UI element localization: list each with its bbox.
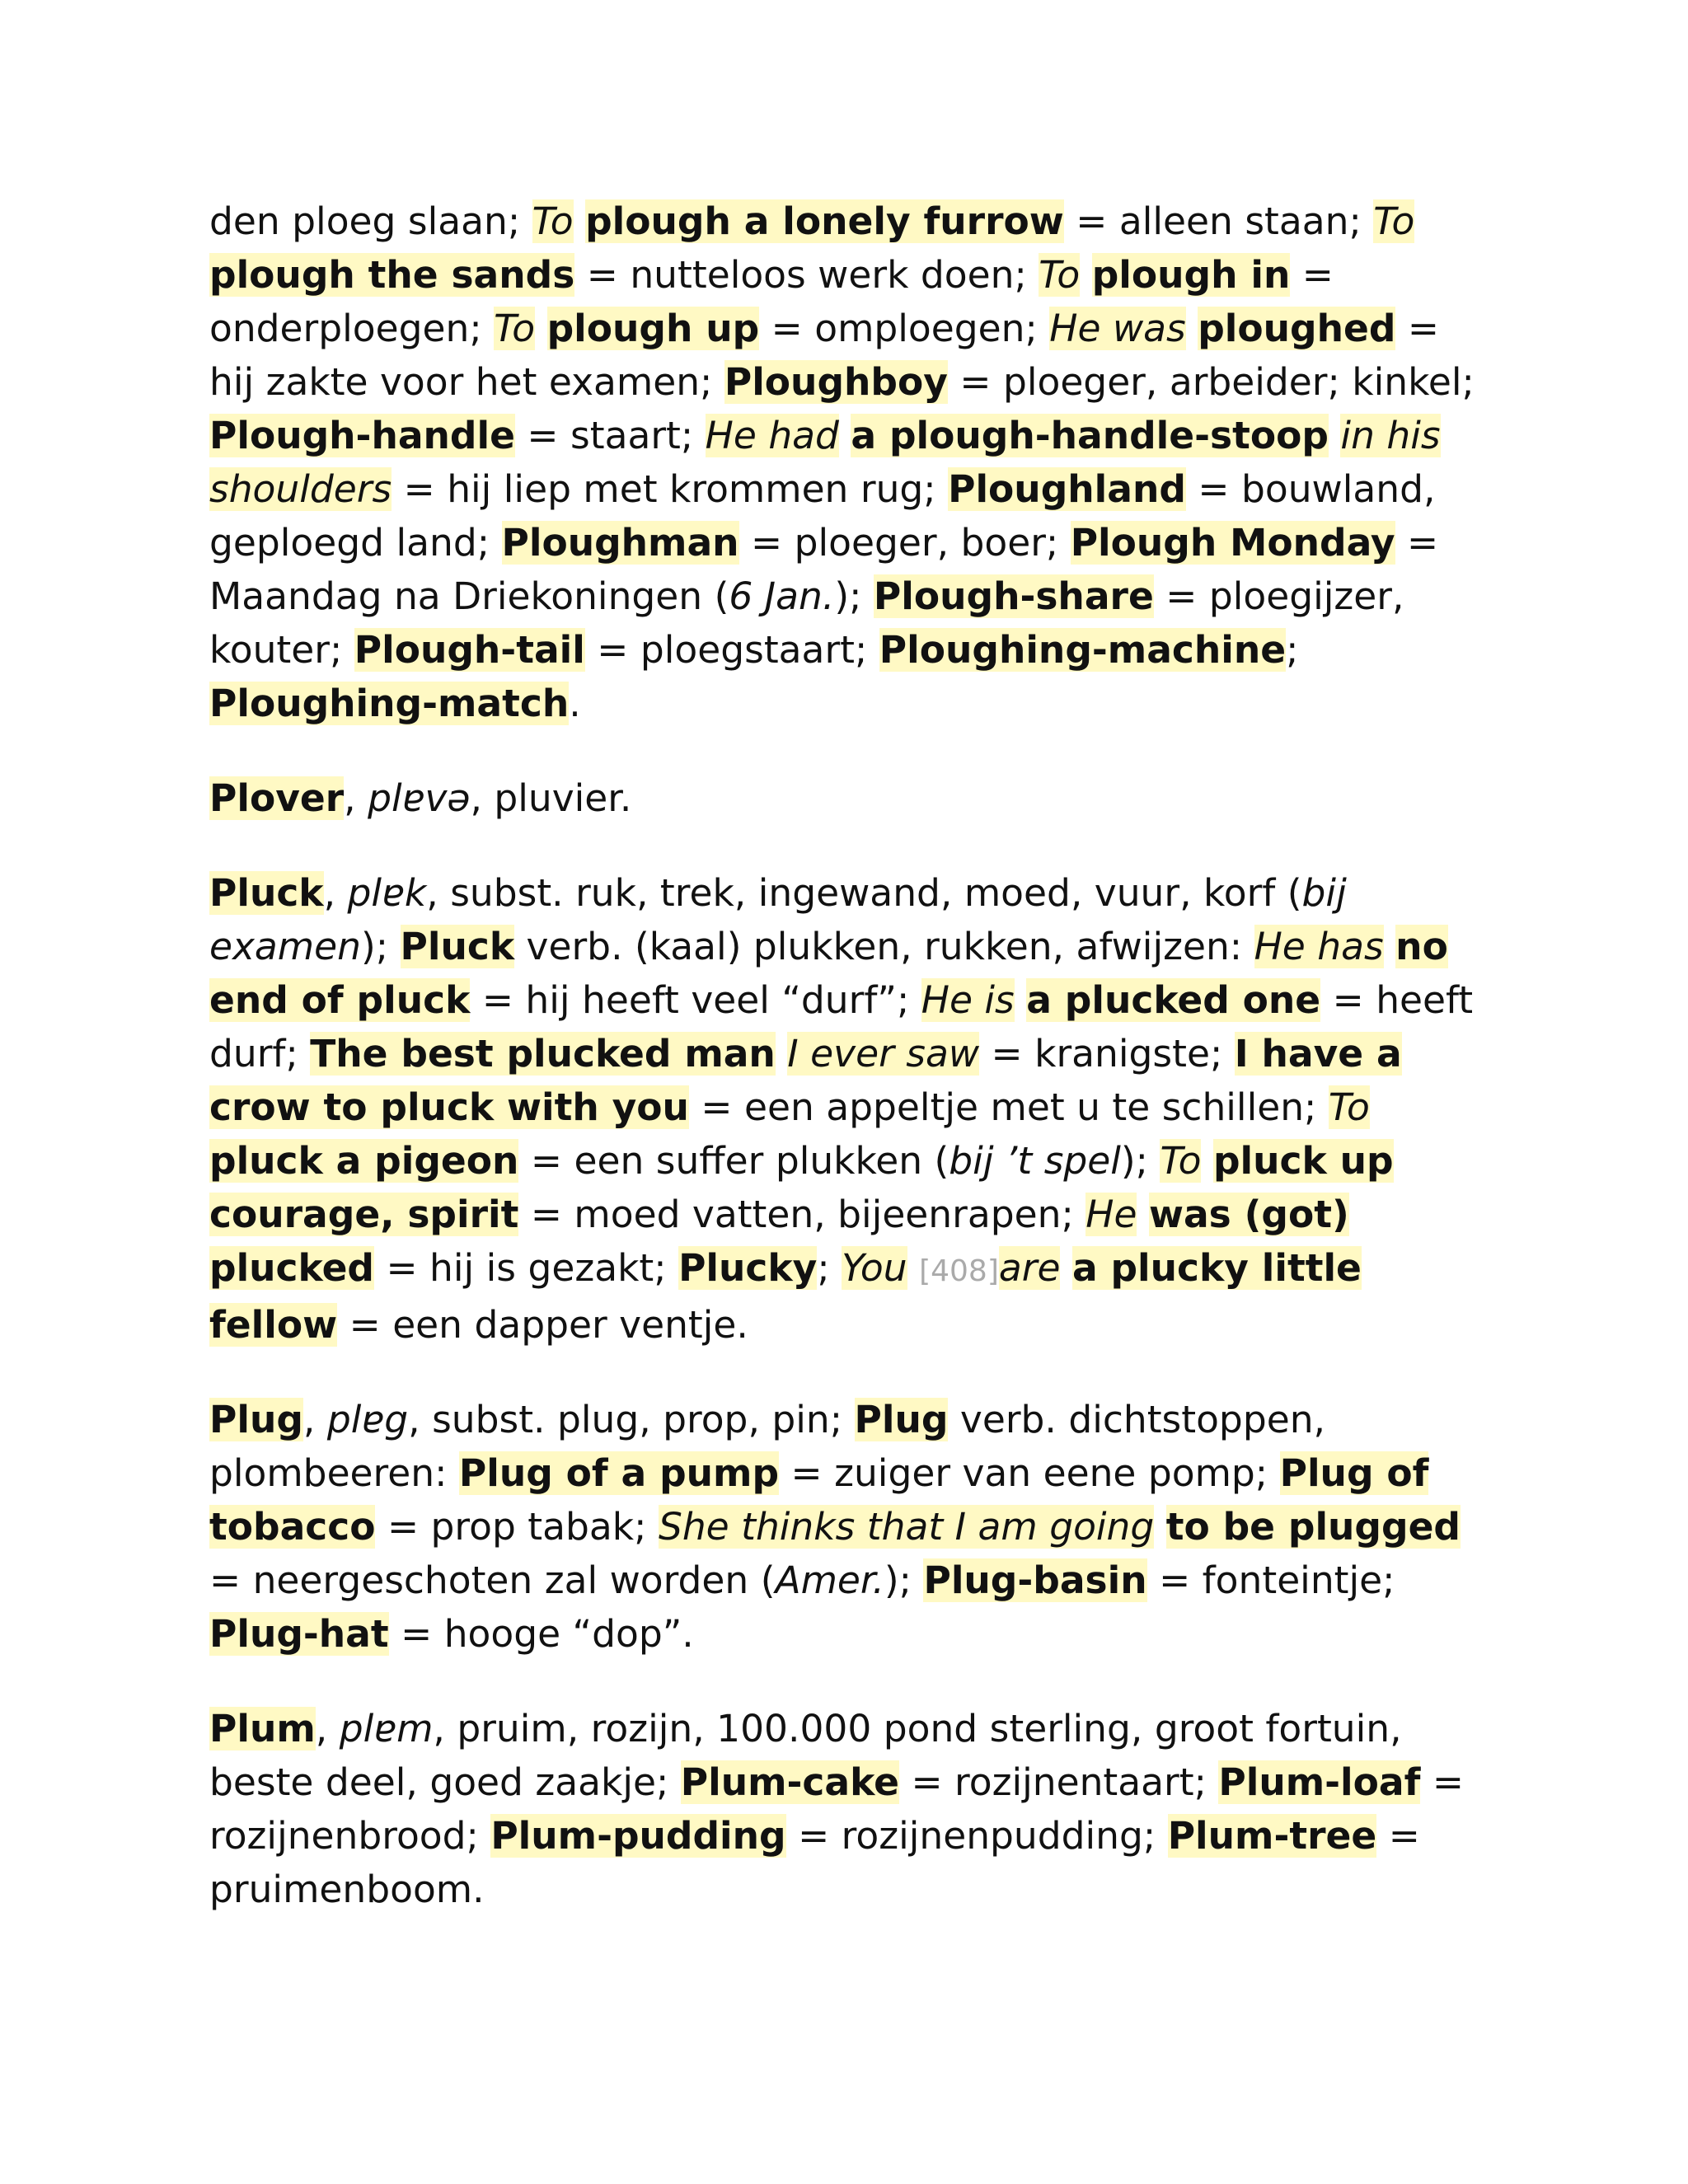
- plain-text: = moed vatten, bijeenrapen;: [518, 1193, 1086, 1236]
- editorial-note: bij ’t spel: [949, 1139, 1121, 1183]
- headword: pluck a pigeon: [209, 1139, 519, 1183]
- plain-text: [1015, 978, 1026, 1022]
- plain-text: = hij heeft veel “durf”;: [470, 978, 921, 1022]
- headword: no end of pluck: [209, 925, 1448, 1022]
- pronunciation: plɐg: [326, 1398, 409, 1441]
- entry-plough: [209, 194, 1479, 730]
- headword: a plucked one: [1026, 978, 1321, 1022]
- plain-text: = ploegijzer, kouter;: [209, 574, 1404, 672]
- page-number: [408]: [919, 1254, 999, 1288]
- plain-text: = hooge “dop”.: [388, 1612, 694, 1656]
- example-phrase: You: [842, 1246, 907, 1290]
- example-phrase: He was: [1049, 307, 1186, 350]
- example-phrase: She thinks that I am going: [658, 1505, 1155, 1549]
- headword: Plug-basin: [923, 1558, 1147, 1602]
- headword: ploughed: [1198, 307, 1396, 350]
- headword: Plug of tobacco: [209, 1451, 1429, 1549]
- headword: was (got) plucked: [209, 1193, 1349, 1290]
- headword: a plough-handle-stoop: [851, 414, 1329, 457]
- plain-text: = ploeger, boer;: [738, 521, 1071, 565]
- headword: Plover: [209, 776, 345, 820]
- headword: Plug of a pump: [458, 1451, 780, 1495]
- headword: to be plugged: [1165, 1505, 1461, 1549]
- plain-text: = een suffer plukken (: [518, 1139, 950, 1183]
- dictionary-page: [209, 194, 1479, 1957]
- plain-text: [1329, 414, 1340, 457]
- example-phrase: He is: [921, 978, 1015, 1022]
- plain-text: [1137, 1193, 1148, 1236]
- headword: Ploughing-match: [209, 682, 570, 725]
- plain-text: = neergeschoten zal worden (: [209, 1558, 776, 1602]
- plain-text: [1060, 1246, 1071, 1290]
- plain-text: = kranigste;: [979, 1032, 1235, 1076]
- editorial-note: bij examen: [209, 871, 1347, 968]
- plain-text: = staart;: [514, 414, 706, 457]
- plain-text: = ploeger, arbeider; kinkel;: [947, 360, 1475, 404]
- headword: Plum-loaf: [1218, 1760, 1421, 1804]
- plain-text: ,: [302, 1398, 327, 1441]
- plain-text: [1154, 1505, 1165, 1549]
- plain-text: den ploeg slaan;: [209, 199, 532, 243]
- plain-text: = hij zakte voor het examen;: [209, 307, 1440, 404]
- headword: Plough-tail: [354, 628, 585, 672]
- plain-text: = zuiger van eene pomp;: [779, 1451, 1280, 1495]
- plain-text: = pruimenboom.: [209, 1814, 1420, 1911]
- editorial-note: Amer.: [775, 1558, 884, 1602]
- plain-text: = onderploegen;: [209, 253, 1334, 350]
- plain-text: [839, 414, 851, 457]
- headword: Plum-tree: [1167, 1814, 1377, 1858]
- plain-text: verb. (kaal) plukken, rukken, afwijzen:: [514, 925, 1254, 968]
- pronunciation: plɐm: [339, 1707, 434, 1750]
- headword: plough a lonely furrow: [585, 199, 1064, 243]
- plain-text: = fonteintje;: [1146, 1558, 1395, 1602]
- headword: Plough Monday: [1070, 521, 1395, 565]
- plain-text: , pruim, rozijn, 100.000 pond sterling, groot fortuin, beste deel, goed zaakje;: [209, 1707, 1402, 1804]
- pronunciation: plɐvə: [368, 776, 471, 820]
- entry-plover: [209, 771, 1479, 825]
- headword: Ploughman: [501, 521, 739, 565]
- plain-text: );: [834, 574, 874, 618]
- plain-text: [907, 1246, 919, 1290]
- headword: plough up: [546, 307, 760, 350]
- headword: Plum-pudding: [490, 1814, 786, 1858]
- headword: Plug: [854, 1398, 949, 1441]
- plain-text: , subst. plug, prop, pin;: [408, 1398, 855, 1441]
- plain-text: ;: [1286, 628, 1299, 672]
- headword: Plug-hat: [209, 1612, 389, 1656]
- headword: Ploughland: [948, 467, 1186, 511]
- headword: Plough-share: [873, 574, 1154, 618]
- plain-text: [1201, 1139, 1212, 1183]
- headword: Plum-cake: [680, 1760, 899, 1804]
- headword: The best plucked man: [310, 1032, 776, 1076]
- plain-text: );: [1120, 1139, 1160, 1183]
- example-phrase: To: [1160, 1139, 1202, 1183]
- plain-text: = rozijnentaart;: [899, 1760, 1219, 1804]
- plain-text: [535, 307, 546, 350]
- headword: Ploughboy: [724, 360, 948, 404]
- example-phrase: To: [1039, 253, 1081, 297]
- plain-text: = prop tabak;: [375, 1505, 659, 1549]
- headword: Plough-handle: [209, 414, 515, 457]
- example-phrase: He has: [1254, 925, 1384, 968]
- plain-text: = alleen staan;: [1063, 199, 1374, 243]
- plain-text: = ploegstaart;: [584, 628, 879, 672]
- pronunciation: plɐk: [347, 871, 427, 915]
- example-phrase: To: [532, 199, 574, 243]
- plain-text: = rozijnenpudding;: [785, 1814, 1168, 1858]
- plain-text: = hij is gezakt;: [374, 1246, 679, 1290]
- plain-text: , subst. ruk, trek, ingewand, moed, vuur, korf (: [426, 871, 1302, 915]
- plain-text: ,: [344, 776, 368, 820]
- plain-text: = rozijnenbrood;: [209, 1760, 1464, 1858]
- example-phrase: in his shoulders: [209, 414, 1441, 511]
- example-phrase: are: [998, 1246, 1061, 1290]
- example-phrase: To: [1328, 1085, 1370, 1129]
- headword: Pluck: [209, 871, 324, 915]
- plain-text: = hij liep met krommen rug;: [392, 467, 949, 511]
- headword: I have a crow to pluck with you: [209, 1032, 1402, 1129]
- plain-text: = heeft durf;: [209, 978, 1474, 1076]
- headword: Plug: [209, 1398, 303, 1441]
- headword: Ploughing-machine: [879, 628, 1287, 672]
- plain-text: [1186, 307, 1198, 350]
- plain-text: );: [360, 925, 401, 968]
- plain-text: = omploegen;: [759, 307, 1050, 350]
- plain-text: [574, 199, 585, 243]
- example-phrase: To: [494, 307, 536, 350]
- headword: Plucky: [678, 1246, 818, 1290]
- plain-text: = een appeltje met u te schillen;: [688, 1085, 1329, 1129]
- entry-plug: [209, 1393, 1479, 1661]
- headword: Plum: [209, 1707, 316, 1750]
- plain-text: = Maandag na Driekoningen (: [209, 521, 1439, 618]
- headword: a plucky little fellow: [209, 1246, 1362, 1347]
- plain-text: = nutteloos werk doen;: [574, 253, 1039, 297]
- entry-pluck: [209, 866, 1479, 1352]
- plain-text: ,: [315, 1707, 340, 1750]
- plain-text: .: [569, 682, 581, 725]
- plain-text: verb. dichtstoppen, plombeeren:: [209, 1398, 1325, 1495]
- example-phrase: He had: [705, 414, 839, 457]
- plain-text: [1080, 253, 1091, 297]
- editorial-note: 6 Jan.: [729, 574, 835, 618]
- headword: plough in: [1091, 253, 1291, 297]
- plain-text: , pluvier.: [470, 776, 632, 820]
- headword: pluck up courage, spirit: [209, 1139, 1394, 1236]
- plain-text: );: [884, 1558, 924, 1602]
- entry-plum: [209, 1702, 1479, 1916]
- headword: plough the sands: [209, 253, 575, 297]
- plain-text: = bouwland, geploegd land;: [209, 467, 1436, 565]
- headword: Pluck: [400, 925, 515, 968]
- plain-text: ,: [323, 871, 348, 915]
- example-phrase: I ever saw: [787, 1032, 980, 1076]
- plain-text: ;: [817, 1246, 842, 1290]
- plain-text: = een dapper ventje.: [337, 1303, 748, 1347]
- plain-text: [1384, 925, 1395, 968]
- example-phrase: To: [1373, 199, 1415, 243]
- example-phrase: He: [1085, 1193, 1137, 1236]
- plain-text: [776, 1032, 787, 1076]
